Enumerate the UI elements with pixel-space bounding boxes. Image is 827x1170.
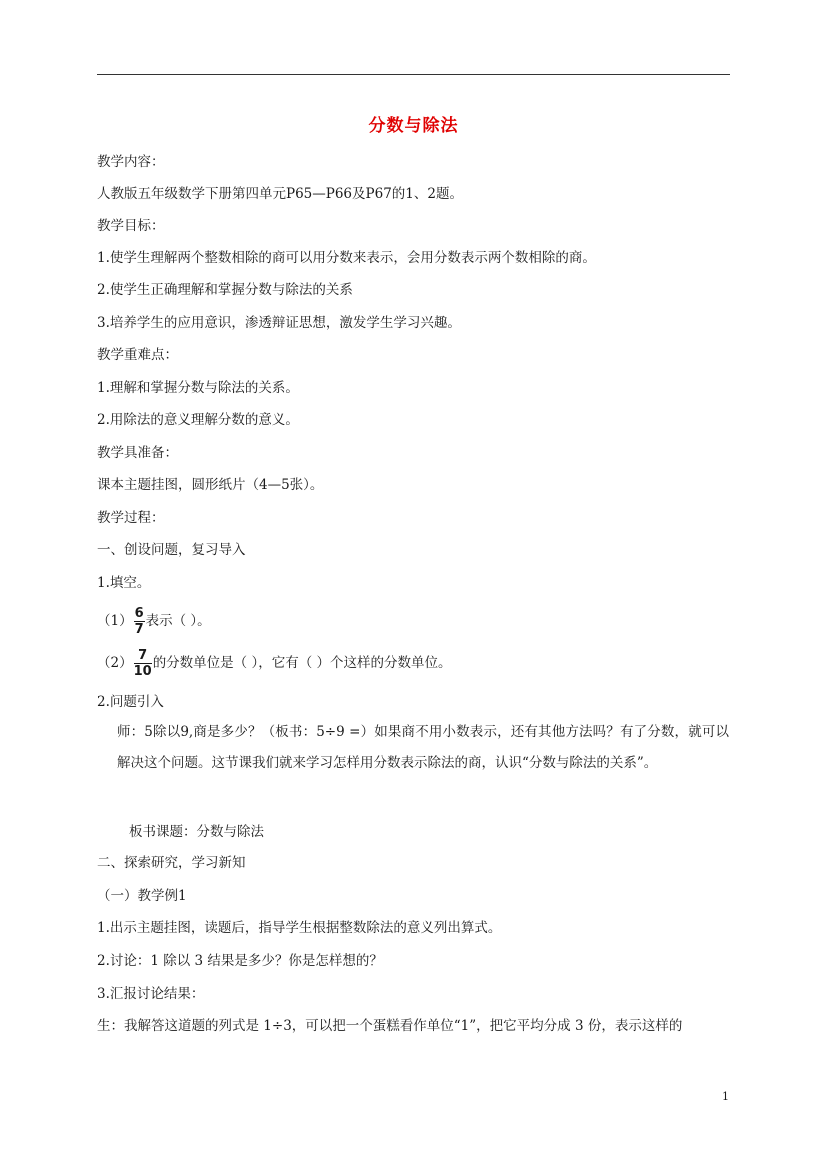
part-one-heading: 一、创设问题，复习导入 (97, 542, 246, 558)
section-heading-objectives: 教学目标： (97, 218, 165, 234)
question-2-number: （2） (97, 655, 133, 671)
teacher-paragraph: 师：5除以9,商是多少？（板书：5÷9 =）如果商不用小数表示，还有其他方法吗？有了分数，就可以解决这个问题。这节课我们就来学习怎样用分数表示除法的商，认识“分数与除法的关系”。 (117, 724, 729, 771)
objective-2: 2.使学生正确理解和掌握分数与除法的关系 (97, 282, 353, 298)
step-2: 2.讨论：1 除以 3 结果是多少？你是怎样想的？ (97, 953, 383, 969)
section-heading-content: 教学内容： (97, 154, 165, 170)
fraction-seven-tenths (134, 648, 152, 679)
example-1-heading: （一）教学例1 (97, 888, 187, 904)
section-heading-materials: 教学具准备： (97, 445, 178, 461)
key-point-1: 1.理解和掌握分数与除法的关系。 (97, 380, 299, 396)
fill-blank-heading: 1.填空。 (97, 575, 151, 591)
header-rule (97, 74, 730, 75)
materials-text: 课本主题挂图，圆形纸片（4—5张）。 (97, 477, 324, 493)
problem-intro-heading: 2.问题引入 (97, 694, 164, 710)
fraction-six-sevenths (134, 606, 145, 637)
objective-1: 1.使学生理解两个整数相除的商可以用分数来表示，会用分数表示两个数相除的商。 (97, 250, 596, 266)
fraction-denominator: 7 (134, 622, 144, 637)
board-title-line: 板书课题：分数与除法 (129, 824, 264, 840)
fraction-denominator: 10 (133, 664, 152, 679)
fraction-numerator: 7 (134, 648, 152, 664)
fraction-numerator: 6 (134, 606, 144, 621)
step-1: 1.出示主题挂图，读题后，指导学生根据整数除法的意义列出算式。 (97, 920, 502, 936)
student-answer: 生：我解答这道题的列式是 1÷3，可以把一个蛋糕看作单位“1”，把它平均分成 3 份，表示这样的 (97, 1018, 683, 1034)
section-heading-process: 教学过程： (97, 510, 165, 526)
question-2-text: 的分数单位是（ ），它有（ ）个这样的分数单位。 (152, 655, 452, 671)
question-1-text: 表示（ ）。 (145, 613, 211, 629)
key-point-2: 2.用除法的意义理解分数的意义。 (97, 412, 299, 428)
part-two-heading: 二、探索研究，学习新知 (97, 855, 246, 871)
section-heading-key-points: 教学重难点： (97, 347, 178, 363)
objective-3: 3.培养学生的应用意识，渗透辩证思想，激发学生学习兴趣。 (97, 315, 461, 331)
step-3: 3.汇报讨论结果： (97, 986, 205, 1002)
question-1 (97, 605, 211, 637)
document-title: 分数与除法 (368, 116, 459, 136)
content-text: 人教版五年级数学下册第四单元P65—P66及P67的1、2题。 (97, 186, 463, 202)
question-2 (97, 647, 452, 679)
question-1-number: （1） (97, 613, 133, 629)
page-number: 1 (722, 1090, 729, 1103)
